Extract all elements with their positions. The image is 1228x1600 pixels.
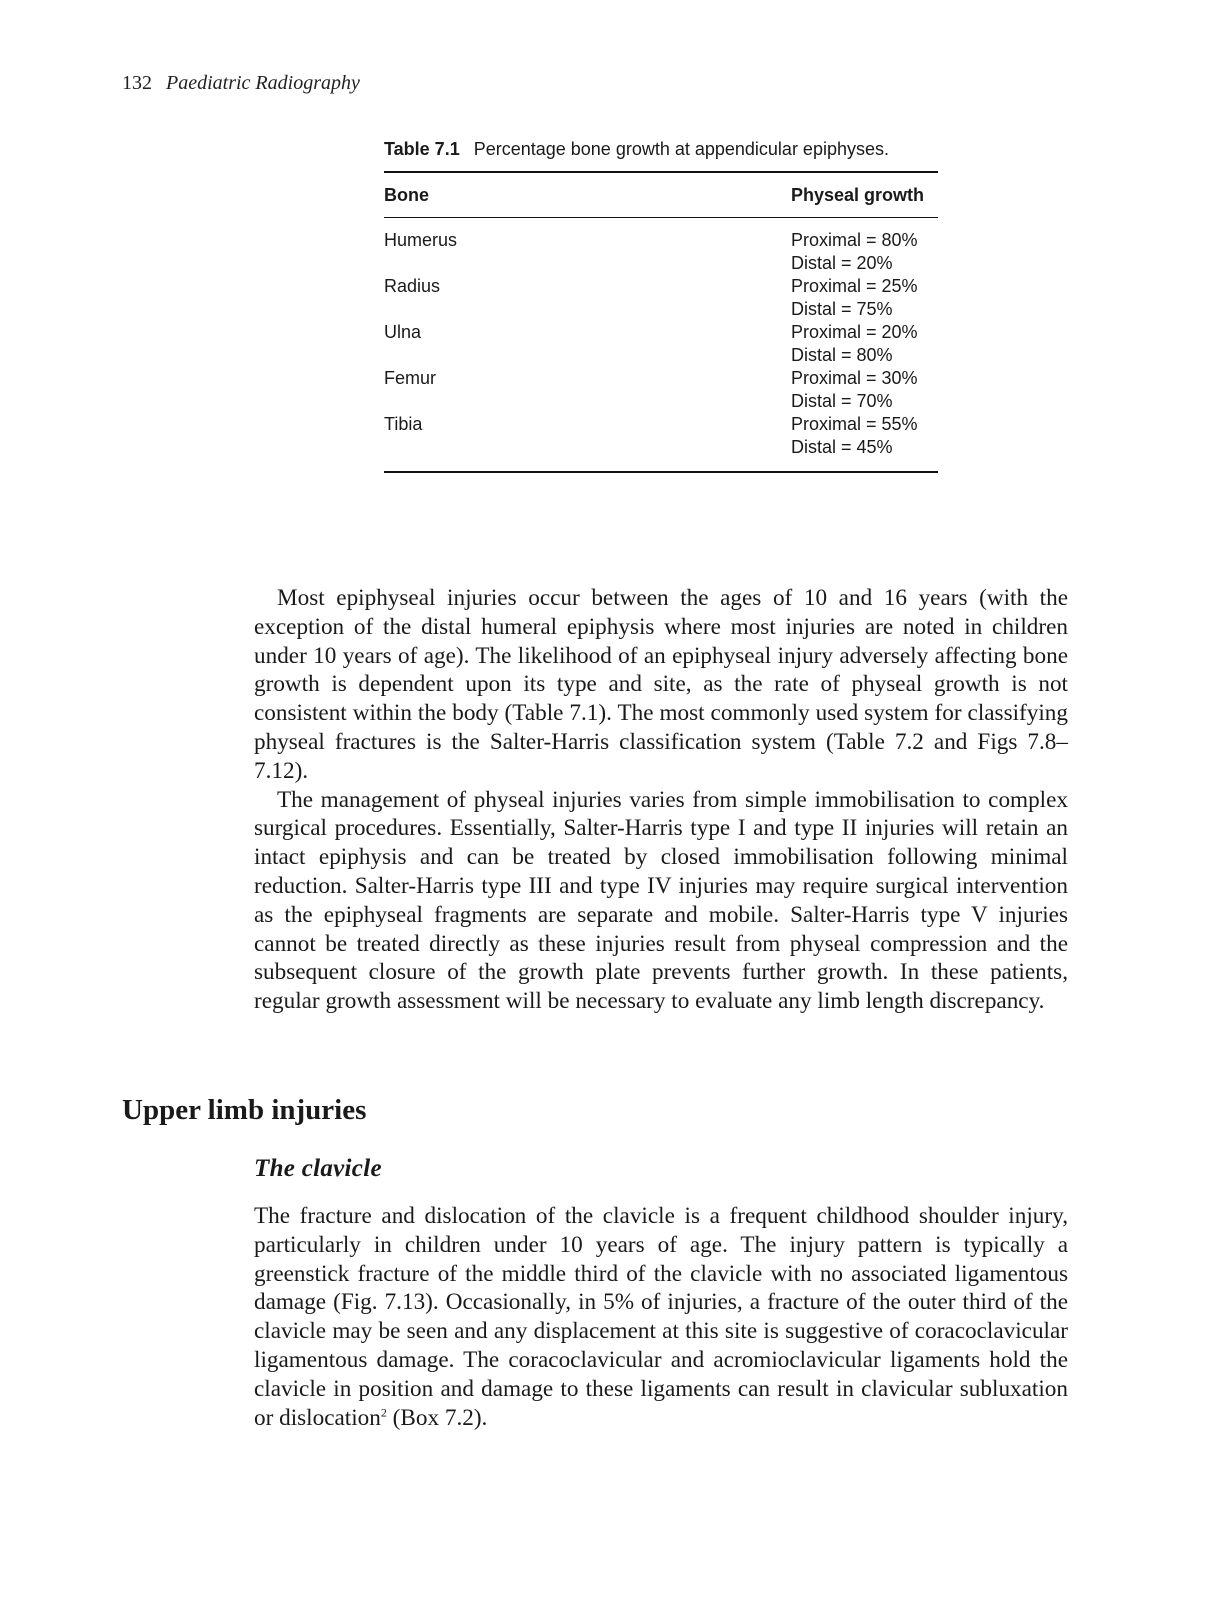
- paragraph: [254, 1202, 1068, 1432]
- body-text-epiphyseal: [254, 584, 1068, 1016]
- section-heading: Upper limb injuries: [122, 1094, 367, 1126]
- bone-cell: Humerus: [384, 230, 458, 250]
- table-label: Table 7.1: [384, 139, 460, 159]
- column-header-physeal-growth: Physeal growth: [791, 184, 925, 205]
- table-row: [384, 367, 938, 413]
- proximal-value: Proximal = 20%: [791, 322, 918, 342]
- paragraph-tail-text: (Box 7.2).: [386, 1404, 488, 1431]
- paragraph: The management of physeal injuries varies from simple immobilisation to complex surgical procedures. Essentially, Salter-Harris type I and type II injuries will retain an intact epiphysis and can be treated by closed immobilisation following minimal reduction. Salter-Harris type III and type IV injuries may require surgical intervention as the epiphyseal fragments are separate and mobile. Salter-Harris type V injuries cannot be treated directly as these injuries result from physeal compression and the subsequent closure of the growth plate prevents further growth. In these patients, regular growth assessment will be necessary to evaluate any limb length discrepancy.: [254, 786, 1068, 1015]
- bone-cell: Tibia: [384, 414, 423, 434]
- growth-cell: [791, 367, 938, 413]
- paragraph: Most epiphyseal injuries occur between the ages of 10 and 16 years (with the exception of the distal humeral epiphysis where most injuries are noted in children under 10 years of age). The likelihood of an epiphyseal injury adversely affecting bone growth is dependent upon its type and site, as the rate of physeal growth is not consistent within the body (Table 7.1). The most commonly used system for classifying physeal fractures is the Salter-Harris classification system (Table 7.2 and Figs 7.8–7.12).: [254, 585, 1068, 784]
- footnote-reference: 2: [380, 1404, 387, 1419]
- subsection-heading: The clavicle: [254, 1155, 382, 1182]
- running-head: [122, 72, 360, 95]
- distal-value: Distal = 80%: [791, 345, 893, 365]
- bone-cell: Radius: [384, 276, 441, 296]
- proximal-value: Proximal = 80%: [791, 230, 918, 250]
- book-title: Paediatric Radiography: [166, 72, 360, 94]
- growth-cell: [791, 321, 938, 367]
- body-text-clavicle: [254, 1202, 1068, 1432]
- distal-value: Distal = 20%: [791, 253, 893, 273]
- bone-cell: Femur: [384, 368, 437, 388]
- proximal-value: Proximal = 55%: [791, 414, 918, 434]
- growth-cell: [791, 413, 938, 459]
- table-body: [384, 218, 938, 471]
- paragraph-main-text: The fracture and dislocation of the clavicle is a frequent childhood shoulder injury, particularly in children under 10 years of age. The injury pattern is typically a greenstick fracture of the middle third of the clavicle with no associated ligamentous damage (Fig. 7.13). Occasionally, in 5% of injuries, a fracture of the outer third of the clavicle may be seen and any displacement at this site is suggestive of coracoclavicular ligamentous damage. The coracoclavicular and acromioclavicular ligaments hold the clavicle in position and damage to these ligaments can result in clavicular subluxation or dislocation: [254, 1203, 1068, 1431]
- table-7-1: [384, 137, 938, 473]
- table-row: [384, 413, 938, 459]
- growth-cell: [791, 275, 938, 321]
- table-row: [384, 229, 938, 275]
- column-header-bone: Bone: [384, 184, 429, 205]
- table-row: [384, 275, 938, 321]
- table-header-row: [384, 173, 938, 217]
- proximal-value: Proximal = 30%: [791, 368, 918, 388]
- distal-value: Distal = 45%: [791, 437, 893, 457]
- distal-value: Distal = 75%: [791, 299, 893, 319]
- table-bottom-rule: [384, 471, 938, 473]
- table-caption-text: Percentage bone growth at appendicular epiphyses.: [473, 139, 889, 159]
- bone-cell: Ulna: [384, 322, 422, 342]
- table-caption: [384, 137, 938, 171]
- growth-cell: [791, 229, 938, 275]
- distal-value: Distal = 70%: [791, 391, 893, 411]
- table-row: [384, 321, 938, 367]
- proximal-value: Proximal = 25%: [791, 276, 918, 296]
- page-number: 132: [122, 72, 152, 94]
